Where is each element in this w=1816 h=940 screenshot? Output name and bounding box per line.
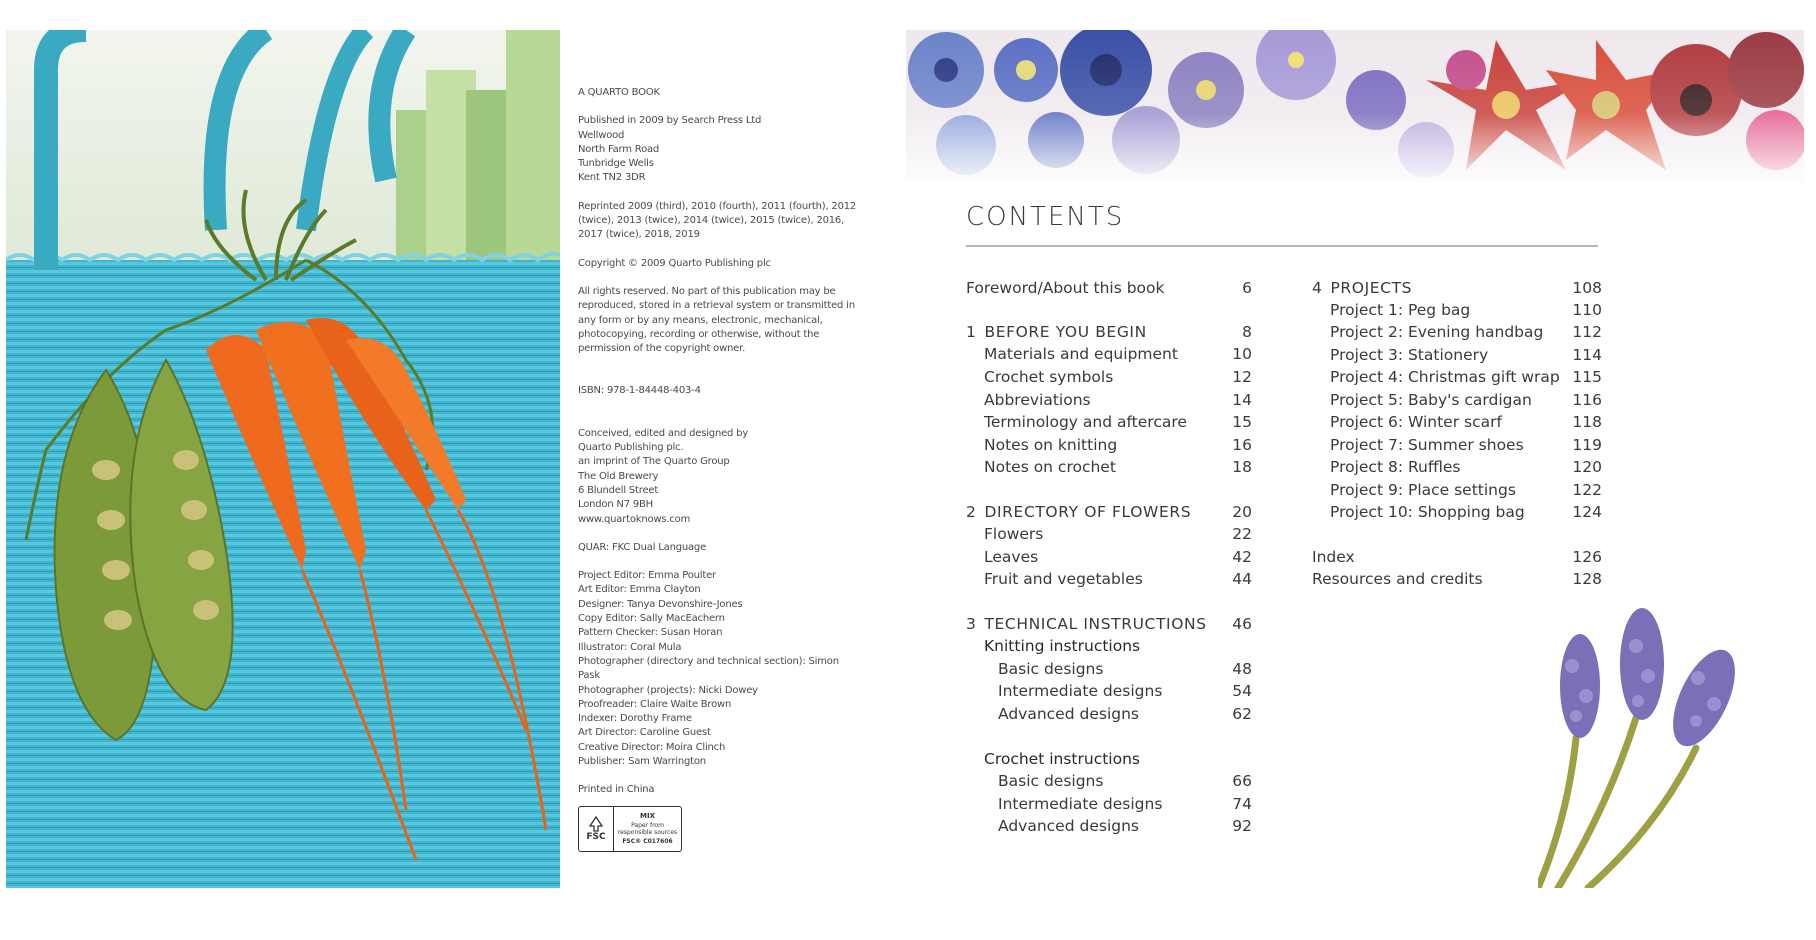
toc-page-number: 114 (1572, 346, 1602, 364)
toc-entry (1312, 502, 1602, 522)
toc-entry-label: Project 4: Christmas gift wrap (1330, 368, 1560, 386)
toc-entry-label: Notes on knitting (984, 436, 1118, 454)
fsc-logo-text: FSC (586, 832, 606, 842)
toc-entry (1312, 569, 1602, 589)
toc-page-number: 42 (1232, 548, 1252, 566)
toc-entry (1312, 390, 1602, 410)
toc-page-number: 22 (1232, 525, 1252, 543)
vegetables-photo (6, 30, 560, 888)
toc-page-number: 74 (1232, 795, 1252, 813)
toc-entry-label: Intermediate designs (998, 795, 1163, 813)
toc-entry (966, 771, 1252, 791)
toc-entry-label: Project 1: Peg bag (1330, 301, 1471, 319)
toc-entry-label: Crochet instructions (984, 750, 1140, 768)
imprint-book: A QUARTO BOOK (578, 87, 660, 98)
toc-page-number: 108 (1572, 279, 1602, 297)
toc-page-number: 120 (1572, 458, 1602, 476)
toc-page-number: 20 (1232, 503, 1252, 521)
toc-entry-label: Intermediate designs (998, 682, 1163, 700)
toc-entry (966, 749, 1252, 769)
imprint-isbn: ISBN: 978-1-84448-403-4 (578, 385, 701, 397)
toc-entry (966, 435, 1252, 455)
toc-page-number: 116 (1572, 391, 1602, 409)
imprint-reprinted: Reprinted 2009 (third), 2010 (fourth), 2011 (fourth), 2012 (twice), 2013 (twice), 2014 (twice), 2015 (twice), 2016, 2017 (twice), 2018, 2019 (578, 200, 857, 241)
imprint-text (578, 86, 858, 798)
toc-section-title: DIRECTORY OF FLOWERS (984, 503, 1192, 521)
toc-entry (966, 704, 1252, 724)
imprint-quar: QUAR: FKC Dual Language (578, 541, 707, 553)
toc-page-number: 46 (1232, 615, 1252, 633)
contents-title: CONTENTS (966, 202, 1125, 232)
toc-entry-label: Project 8: Ruffles (1330, 458, 1461, 476)
fsc-tree-icon (579, 807, 614, 851)
toc-entry (1312, 457, 1602, 477)
toc-page-number: 126 (1572, 548, 1602, 566)
toc-entry (966, 659, 1252, 679)
toc-entry (1312, 345, 1602, 365)
toc-section-number: 2 (966, 503, 977, 521)
imprint-conceived: Conceived, edited and designed by Quarto Publishing plc. an imprint of The Quarto Group The Old Brewery 6 Blundell Street London N7 9BH www.quartoknows.com (578, 427, 749, 525)
toc-entry-label: Project 7: Summer shoes (1330, 436, 1524, 454)
toc-page-number: 118 (1572, 413, 1602, 431)
toc-entry (966, 502, 1252, 522)
toc-entry (966, 322, 1252, 342)
imprint-credits: Project Editor: Emma Poulter Art Editor: Emma Clayton Designer: Tanya Devonshire-Jones Copy Editor: Sally MacEachern Pattern Checker: Susan Horan Illustrator: Coral Mula Photographer (directory and technical section): Simon Pask Photographer (projects): Nicki Dowey Proofreader: Claire Waite Brown Indexer: Dorothy Frame Art Director: Caroline Guest Creative Director: Moira Clinch Publisher: Sam Warrington (578, 570, 839, 767)
toc-page-number: 15 (1232, 413, 1252, 431)
toc-entry-label: Resources and credits (1312, 570, 1483, 588)
toc-entry-label: Foreword/About this book (966, 279, 1165, 297)
toc-entry-label: Notes on crochet (984, 458, 1116, 476)
toc-entry (1312, 322, 1602, 342)
toc-entry (966, 367, 1252, 387)
fsc-badge (578, 806, 682, 852)
toc-page-number: 119 (1572, 436, 1602, 454)
toc-entry (1312, 300, 1602, 320)
toc-page-number: 124 (1572, 503, 1602, 521)
toc-entry (966, 614, 1252, 634)
toc-page-number: 92 (1232, 817, 1252, 835)
toc-entry-label: Project 10: Shopping bag (1330, 503, 1525, 521)
toc-page-number: 6 (1242, 279, 1252, 297)
toc-entry (1312, 480, 1602, 500)
toc-page-number: 66 (1232, 772, 1252, 790)
imprint-copyright: Copyright © 2009 Quarto Publishing plc (578, 257, 771, 269)
toc-section-number: 3 (966, 615, 977, 633)
toc-page-number: 115 (1572, 368, 1602, 386)
toc-section-title: PROJECTS (1330, 279, 1413, 297)
toc-page-number: 14 (1232, 391, 1252, 409)
imprint-rights: All rights reserved. No part of this publication may be reproduced, stored in a retrieval system or transmitted in any form or by any means, electronic, mechanical, photocopying, recording or otherwise, without the permission of the copyright owner. (578, 285, 855, 355)
toc-section-number: 4 (1312, 279, 1323, 297)
toc-entry-label: Terminology and aftercare (984, 413, 1187, 431)
toc-entry-label: Project 6: Winter scarf (1330, 413, 1502, 431)
toc-page-number: 18 (1232, 458, 1252, 476)
toc-page-number: 110 (1572, 301, 1602, 319)
toc-entry-label: Project 3: Stationery (1330, 346, 1489, 364)
toc-entry-label: Basic designs (998, 660, 1104, 678)
toc-section-title: TECHNICAL INSTRUCTIONS (984, 615, 1207, 633)
toc-entry (966, 412, 1252, 432)
toc-entry (1312, 435, 1602, 455)
toc-entry-label: Materials and equipment (984, 345, 1178, 363)
toc-entry (1312, 278, 1602, 298)
toc-page-number: 48 (1232, 660, 1252, 678)
toc-page-number: 16 (1232, 436, 1252, 454)
toc-entry (966, 547, 1252, 567)
fsc-mix: MIX (640, 812, 655, 820)
toc-entry (966, 794, 1252, 814)
toc-entry (1312, 367, 1602, 387)
flower-banner-photo (906, 30, 1804, 182)
toc-section-title: BEFORE YOU BEGIN (984, 323, 1147, 341)
toc-entry (966, 816, 1252, 836)
toc-entry (966, 636, 1252, 656)
toc-entry (966, 390, 1252, 410)
toc-entry-label: Abbreviations (984, 391, 1091, 409)
title-divider (966, 245, 1598, 247)
toc-page-number: 12 (1232, 368, 1252, 386)
toc-entry-label: Leaves (984, 548, 1039, 566)
toc-entry-label: Crochet symbols (984, 368, 1114, 386)
fsc-description: Paper from responsible sources (617, 822, 678, 836)
imprint-published: Published in 2009 by Search Press Ltd Wellwood North Farm Road Tunbridge Wells Kent TN2 3DR (578, 115, 762, 184)
toc-entry-label: Index (1312, 548, 1355, 566)
toc-page-number: 128 (1572, 570, 1602, 588)
toc-page-number: 44 (1232, 570, 1252, 588)
toc-entry-label: Advanced designs (998, 705, 1139, 723)
toc-entry (1312, 412, 1602, 432)
lavender-photo (1538, 606, 1784, 888)
toc-page-number: 54 (1232, 682, 1252, 700)
toc-entry (966, 278, 1252, 298)
imprint-printed: Printed in China (578, 784, 655, 796)
toc-entry-label: Project 9: Place settings (1330, 481, 1516, 499)
toc-page-number: 10 (1232, 345, 1252, 363)
toc-section-number: 1 (966, 323, 977, 341)
toc-entry-label: Project 5: Baby's cardigan (1330, 391, 1532, 409)
toc-entry (966, 457, 1252, 477)
toc-entry (966, 569, 1252, 589)
toc-page-number: 112 (1572, 323, 1602, 341)
toc-page-number: 8 (1242, 323, 1252, 341)
toc-entry-label: Basic designs (998, 772, 1104, 790)
toc-entry-label: Advanced designs (998, 817, 1139, 835)
toc-entry (966, 524, 1252, 544)
toc-page-number: 62 (1232, 705, 1252, 723)
toc-entry-label: Flowers (984, 525, 1044, 543)
toc-entry (966, 344, 1252, 364)
toc-entry (966, 681, 1252, 701)
toc-entry-label: Fruit and vegetables (984, 570, 1143, 588)
toc-entry-label: Knitting instructions (984, 637, 1141, 655)
toc-page-number: 122 (1572, 481, 1602, 499)
fsc-code: FSC® C017606 (622, 838, 673, 845)
toc-entry-label: Project 2: Evening handbag (1330, 323, 1544, 341)
toc-entry (1312, 547, 1602, 567)
